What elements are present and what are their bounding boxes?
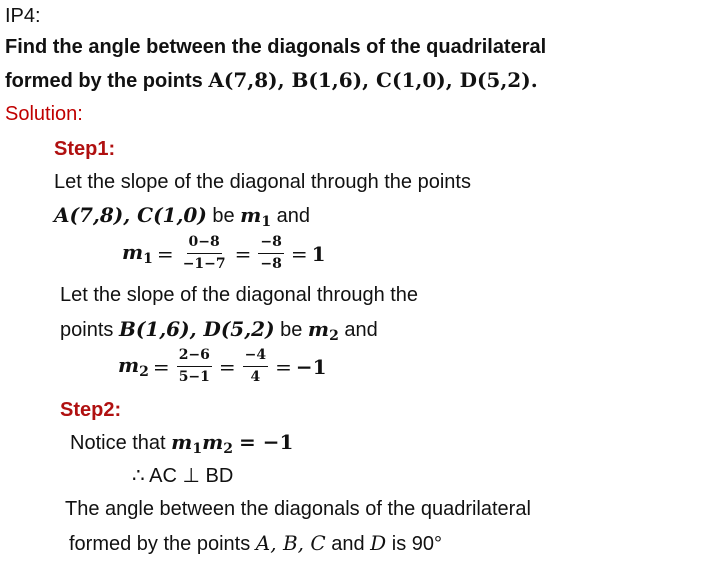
m1-fraction-2: $\frac{-8}{-8}$ (260, 234, 282, 272)
m1-fraction-1: $\frac{0-8}{-1-7}$ (182, 234, 226, 272)
step1-and: and (271, 205, 311, 227)
problem-id: IP4: (5, 5, 41, 27)
solution-label: Solution: (5, 103, 83, 125)
m2-lhs: $m_2$ (118, 353, 149, 380)
step1-text-2: Let the slope of the diagonal through the (60, 284, 419, 306)
conclusion-line-1: The angle between the diagonals of the quadrilateral (65, 498, 531, 520)
step1-text-3: points B(1,6), D(5,2) be $m_2$ and (60, 317, 378, 344)
step2-label: Step2: (60, 399, 122, 421)
conclusion-point-d: D (370, 531, 387, 555)
step1-points-2: B(1,6), D(5,2) (118, 317, 275, 341)
slope-m2-equation: $m_2$ = $\frac{2-6}{5-1}$ = $\frac{-4}{4}$ = −1 (118, 347, 327, 385)
problem-line-1: Find the angle between the diagonals of the quadrilateral (5, 36, 547, 58)
slope-m1-equation: $m_1$ = $\frac{0-8}{-1-7}$ = $\frac{-8}{-8}$ = 1 (122, 234, 326, 272)
step1-text-points (54, 203, 310, 234)
step1-be: be (206, 205, 241, 227)
therefore-statement: ∴ AC ⊥ BD (132, 465, 234, 487)
problem-line-2 (5, 68, 538, 93)
m2-var: $m_2$ (307, 317, 339, 344)
m2-fraction-1: $\frac{2-6}{5-1}$ (178, 347, 210, 385)
step2-notice (70, 430, 293, 461)
m1-lhs: $m_1$ (122, 240, 153, 267)
notice-text: Notice that (70, 432, 172, 454)
step1-label: Step1: (54, 138, 116, 160)
product-m1: $m_1$ (171, 430, 203, 457)
conclusion-line-2: formed by the points A, B, C and D is 90° (69, 531, 442, 555)
product-result: = −1 (239, 430, 294, 454)
step1-points: A(7,8), C(1,0) (54, 203, 207, 227)
step1-text-1: Let the slope of the diagonal through the points (54, 171, 471, 193)
step1-text-3-prefix: points (60, 319, 119, 341)
m2-result: −1 (295, 354, 327, 379)
conclusion-answer: is 90° (386, 533, 442, 555)
problem-line-2-prefix: formed by the points (5, 70, 209, 92)
product-m2: $m_2$ (202, 430, 234, 457)
m1-var: $m_1$ (240, 203, 272, 230)
conclusion-points: A, B, C (255, 531, 326, 555)
m1-result: 1 (311, 241, 326, 266)
problem-points: A(7,8), B(1,6), C(1,0), D(5,2). (208, 68, 538, 92)
m2-fraction-2: $\frac{-4}{4}$ (244, 347, 267, 385)
